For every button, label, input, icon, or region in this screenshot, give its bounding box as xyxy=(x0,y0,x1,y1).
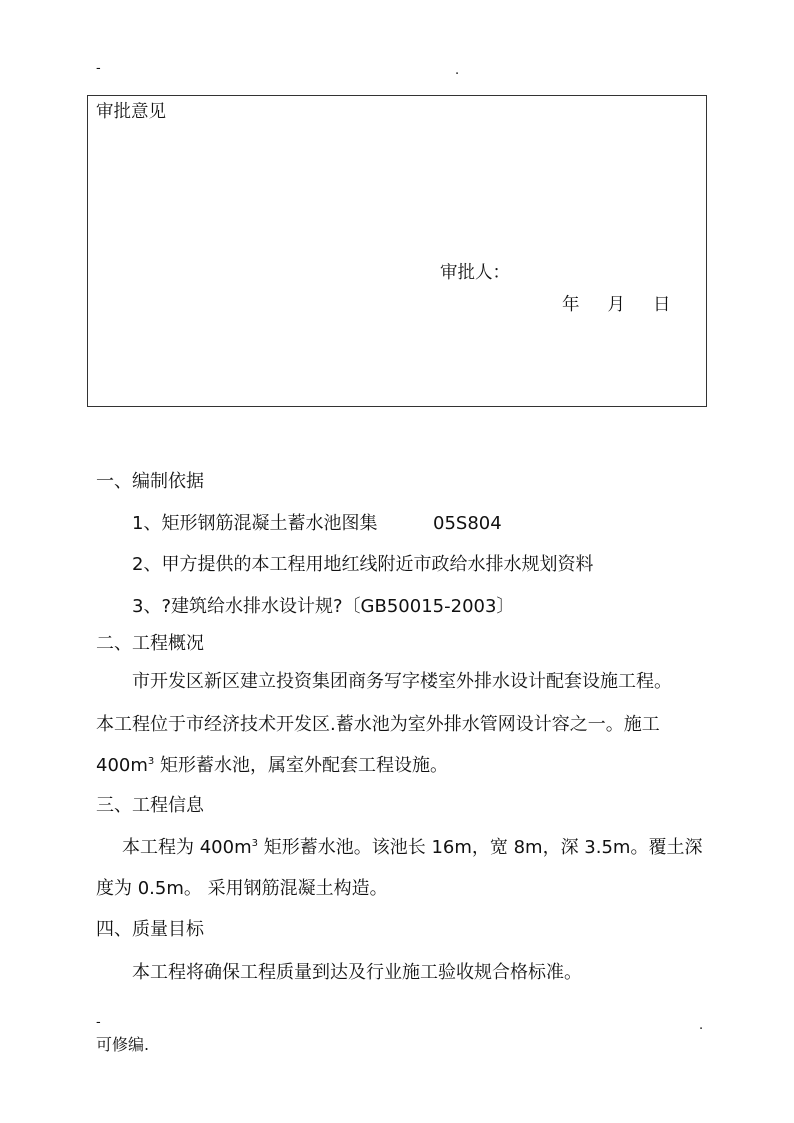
overview-capacity-desc: 矩形蓄水池，属室外配套工程设施。 xyxy=(154,755,448,776)
overview-line-3 xyxy=(96,754,448,778)
info-line-2: 度为 0.5m。 采用钢筋混凝土构造。 xyxy=(96,878,388,899)
basis-item-1-code: 05S804 xyxy=(433,513,502,534)
basis-item-3: 3、?建筑给水排水设计规?〔GB50015-2003〕 xyxy=(132,596,515,617)
info-capacity-unit-sup: 3 xyxy=(251,838,258,849)
approval-title: 审批意见 xyxy=(96,102,166,122)
basis-item-1: 1、矩形钢筋混凝土蓄水池图集 xyxy=(132,513,378,534)
footer-left-mark: - xyxy=(96,1015,101,1030)
overview-capacity-unit-sup: 3 xyxy=(147,756,155,767)
overview-line-1: 市开发区新区建立投资集团商务写字楼室外排水设计配套设施工程。 xyxy=(132,671,672,692)
header-right-mark: . xyxy=(455,63,460,78)
overview-line-2: 本工程位于市经济技术开发区.蓄水池为室外排水管网设计容之一。施工 xyxy=(96,714,660,735)
footer-note: 可修编. xyxy=(96,1035,150,1054)
section-overview-heading: 二、工程概况 xyxy=(96,633,204,654)
header-left-mark: - xyxy=(96,61,101,76)
section-basis-heading: 一、编制依据 xyxy=(96,471,204,492)
date-month: 月 xyxy=(607,295,625,315)
info-capacity: 本工程为 400m xyxy=(122,837,252,858)
date-day: 日 xyxy=(653,295,671,315)
approval-box xyxy=(87,95,707,407)
basis-item-2: 2、甲方提供的本工程用地红线附近市政给水排水规划资料 xyxy=(132,554,594,575)
section-info-heading: 三、工程信息 xyxy=(96,795,204,816)
approver-label: 审批人： xyxy=(440,263,510,283)
info-dimensions: 矩形蓄水池。该池长 16m，宽 8m，深 3.5m。覆土深 xyxy=(258,837,703,858)
footer-right-mark: . xyxy=(699,1018,704,1033)
quality-line-1: 本工程将确保工程质量到达及行业施工验收规合格标准。 xyxy=(132,962,582,983)
section-quality-heading: 四、质量目标 xyxy=(96,919,204,940)
approval-date xyxy=(562,293,671,317)
overview-capacity: 400m xyxy=(96,755,148,776)
info-line-1 xyxy=(122,836,702,860)
date-year: 年 xyxy=(562,295,580,315)
